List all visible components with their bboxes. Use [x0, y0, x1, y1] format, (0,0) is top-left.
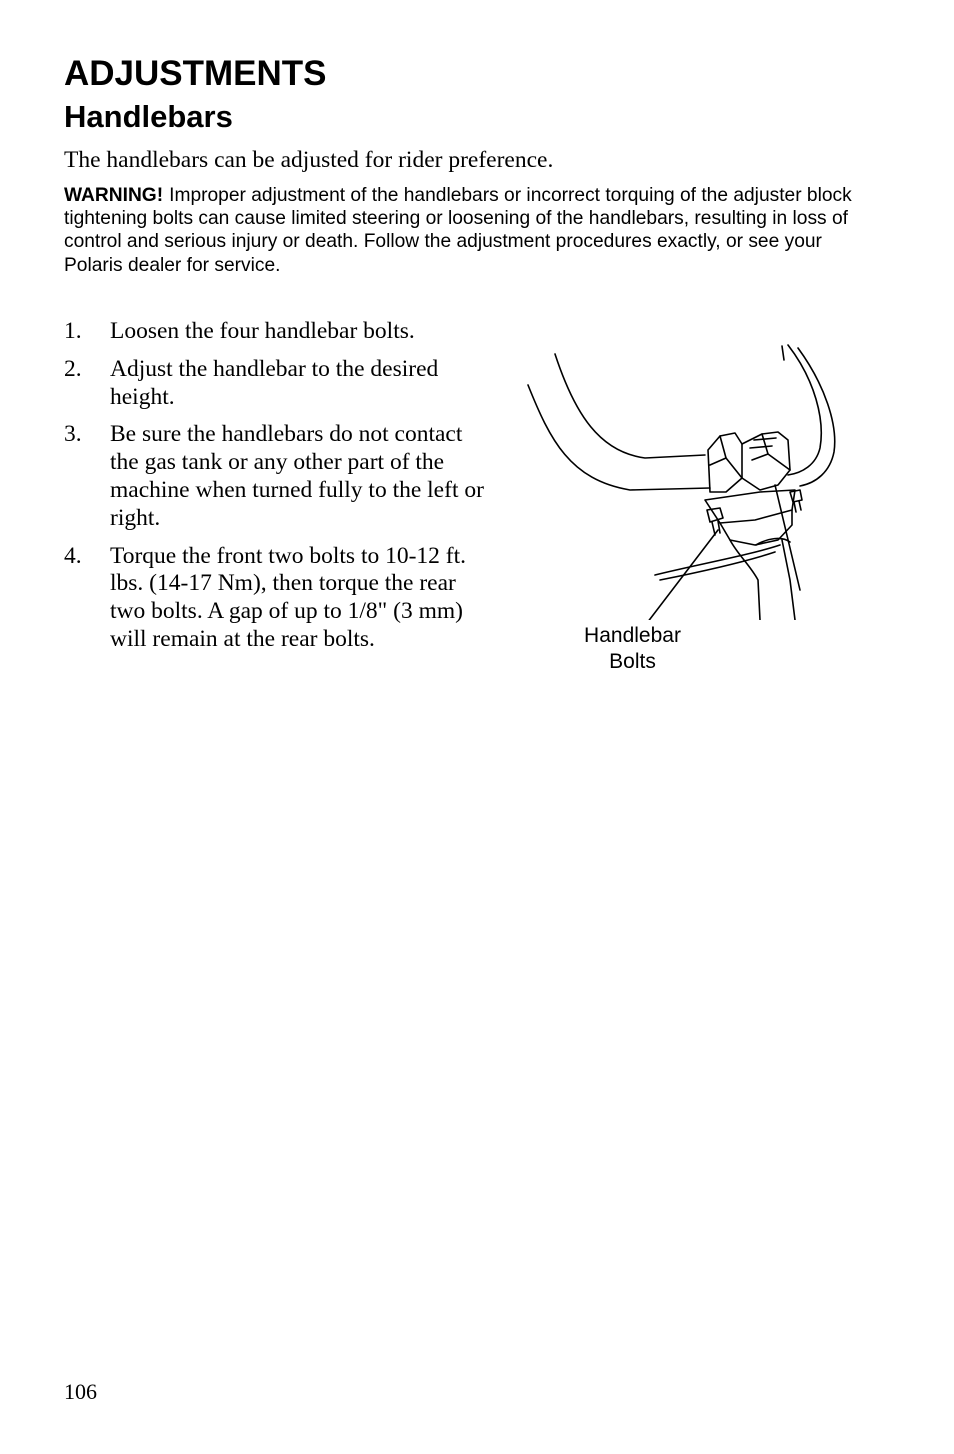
step-number: 2.: [64, 355, 82, 382]
step-text: Adjust the handlebar to the desired height.: [110, 355, 439, 410]
step-text: Torque the front two bolts to 10-12 ft. lbs. (14-17 Nm), then torque the rear two bolts. A gap of up to 1/8" (3 mm) will remain at the rear bolts.: [110, 542, 467, 652]
step-text: Loosen the four handlebar bolts.: [110, 318, 415, 344]
warning-text: Improper adjustment of the handlebars or incorrect torquing of the adjuster block tightening bolts can cause limited steering or loosening of the handlebars, resulting in loss of control and serious injury or death. Follow the adjustment procedures exactly, or see your Polaris dealer for service.: [64, 185, 852, 276]
page-number: 106: [64, 1379, 97, 1404]
list-item: [64, 318, 484, 346]
step-number: 1.: [64, 318, 82, 344]
warning-block: [64, 184, 864, 277]
warning-label: WARNING!: [64, 185, 164, 206]
section-title: ADJUSTMENTS: [64, 54, 327, 93]
list-item: [64, 543, 484, 654]
step-number: 4.: [64, 542, 82, 569]
callout-line-1: Handlebar: [584, 624, 681, 647]
handlebar-illustration: [520, 340, 850, 620]
intro-text: The handlebars can be adjusted for rider preference.: [64, 147, 554, 173]
subsection-title: Handlebars: [64, 99, 233, 134]
list-item: [64, 421, 484, 532]
steps-list: [64, 318, 484, 664]
handlebar-figure: [520, 340, 850, 685]
list-item: [64, 356, 484, 412]
step-number: 3.: [64, 421, 82, 448]
step-text: Be sure the handlebars do not contact the gas tank or any other part of the machine when turned fully to the left or right.: [110, 421, 484, 531]
bolts-callout: [560, 623, 705, 675]
callout-line-2: Bolts: [609, 650, 656, 673]
